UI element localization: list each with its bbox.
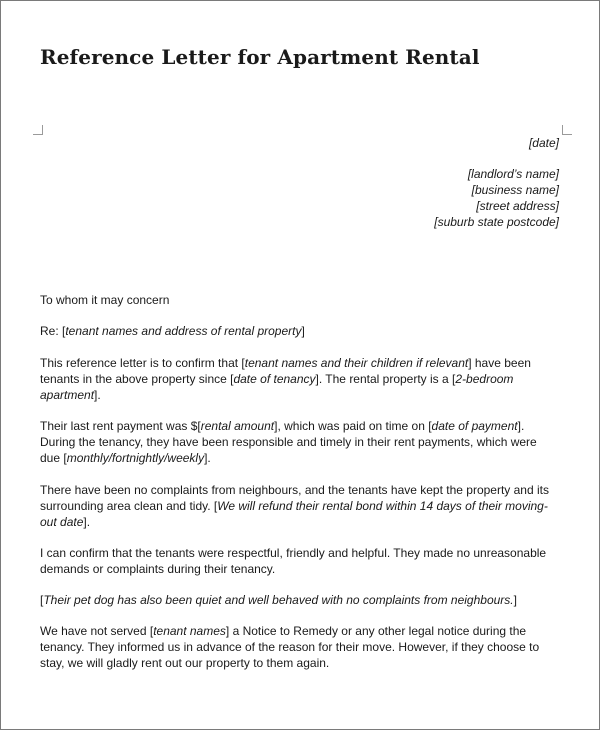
crop-mark-left — [33, 125, 43, 135]
paragraph-rent-payment: Their last rent payment was $[rental amount], which was paid on time on [date of payment]. During the tenancy, they have been responsible and timely in their rent payments, which were due [monthly/fortnightly/weekly]. — [40, 419, 537, 465]
paragraph-confirmation: This reference letter is to confirm that [tenant names and their children if relevant] have been tenants in the above property since [date of tenancy]. The rental property is a [2-bedroom apartment]. — [40, 356, 531, 402]
subject-line: Re: [tenant names and address of rental property] — [40, 324, 305, 338]
paragraph-pet: [Their pet dog has also been quiet and well behaved with no complaints from neighbours.] — [40, 593, 517, 607]
address-line-street: [street address] — [476, 199, 559, 213]
salutation: To whom it may concern — [40, 293, 170, 307]
address-line-landlord: [landlord’s name] — [467, 167, 559, 181]
crop-mark-right — [562, 125, 572, 135]
paragraph-property-condition: There have been no complaints from neighbours, and the tenants have kept the property and its surrounding area clean and tidy. [We will refund their rental bond within 14 days of their moving-out date]. — [40, 483, 549, 529]
date-placeholder: [date] — [528, 136, 559, 150]
paragraph-closing: We have not served [tenant names] a Notice to Remedy or any other legal notice during the tenancy. They informed us in advance of the reason for their move. However, if they choose to stay, we will gladly rent out our property to them again. — [40, 624, 540, 670]
paragraph-tenant-conduct: I can confirm that the tenants were respectful, friendly and helpful. They made no unreasonable demands or complaints during their tenancy. — [40, 546, 547, 576]
page-title: Reference Letter for Apartment Rental — [40, 45, 480, 69]
recipient-address — [434, 166, 559, 230]
address-line-suburb: [suburb state postcode] — [434, 215, 559, 229]
address-line-business: [business name] — [471, 183, 559, 197]
